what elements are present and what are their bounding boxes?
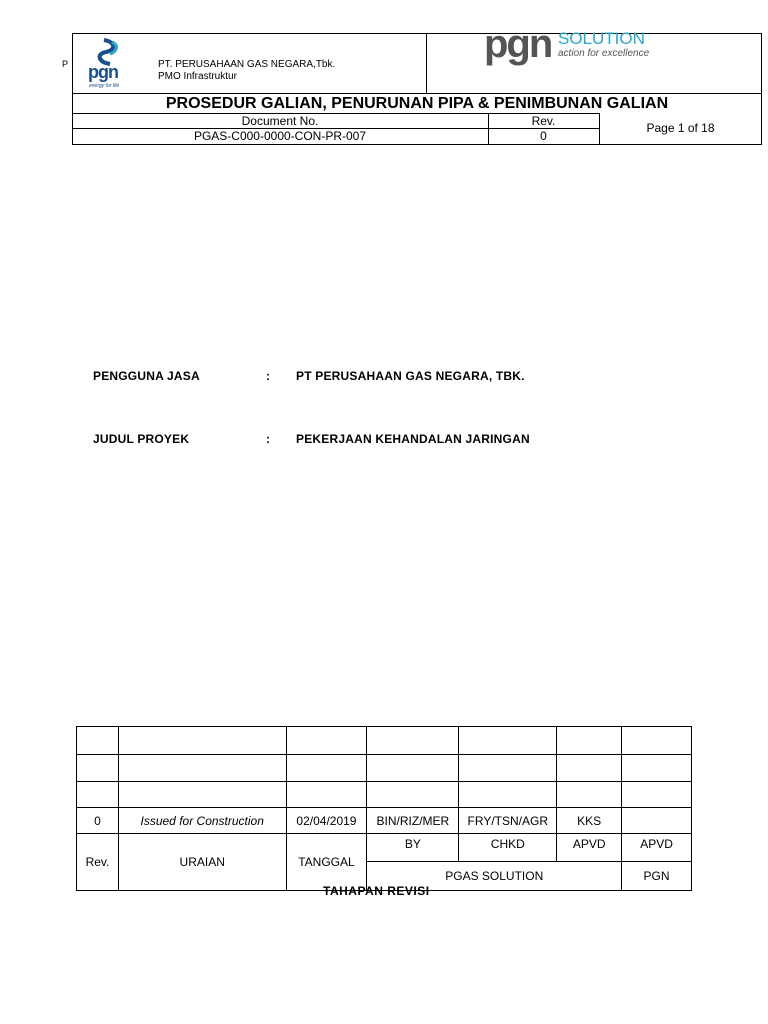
table-row [77,808,692,834]
head-rev: Rev. [77,834,119,891]
head-apvd1: APVD [557,834,622,862]
field-label-judul-proyek: JUDUL PROYEK [93,432,190,446]
solution-logo-word: SOLUTION [558,29,645,48]
field-label-pengguna-jasa: PENGGUNA JASA [93,369,200,383]
head-by: BY [367,834,459,862]
table-row [77,755,692,782]
rev-value: 0 [540,129,547,143]
revision-table-caption: TAHAPAN REVISI [323,884,430,898]
field-value-pengguna-jasa: PT PERUSAHAAN GAS NEGARA, TBK. [296,369,525,383]
head-chkd: CHKD [459,834,557,862]
head-pgn: PGN [622,862,692,891]
company-unit: PMO Infrastruktur [158,71,237,82]
solution-logo-main: pgn [484,22,552,66]
doc-no-label: Document No. [241,114,319,128]
head-tanggal: TANGGAL [286,834,367,891]
document-title: PROSEDUR GALIAN, PENURUNAN PIPA & PENIMBUNAN GALIAN [165,95,669,112]
row-apvd2 [622,808,692,834]
row-by: BIN/RIZ/MER [367,808,459,834]
field-value-judul-proyek: PEKERJAAN KEHANDALAN JARINGAN [296,432,530,446]
head-uraian: URAIAN [118,834,286,891]
table-header-row [77,834,692,862]
company-name: PT. PERUSAHAAN GAS NEGARA,Tbk. [158,59,336,70]
row-uraian: Issued for Construction [118,808,286,834]
solution-logo-tagline: action for excellence [558,48,650,59]
pgn-logo-tagline: energy for life [89,83,120,89]
pgn-logo-text: pgn [88,62,118,82]
head-apvd2: APVD [622,834,692,862]
page-number: Page 1 of 18 [646,121,715,135]
row-apvd1: KKS [557,808,622,834]
doc-no-value: PGAS-C000-0000-CON-PR-007 [193,129,367,143]
pgn-logo [86,38,132,90]
row-tanggal: 02/04/2019 [286,808,367,834]
row-chkd: FRY/TSN/AGR [459,808,557,834]
left-marker: P [62,59,69,69]
field-separator: : [266,432,271,446]
table-row [77,727,692,755]
head-pgas-solution: PGAS SOLUTION [367,862,622,891]
revision-table [76,726,692,891]
table-row [77,782,692,808]
field-separator: : [266,369,271,383]
row-rev: 0 [77,808,119,834]
rev-label: Rev. [531,114,556,128]
pgn-solution-logo [484,22,684,68]
